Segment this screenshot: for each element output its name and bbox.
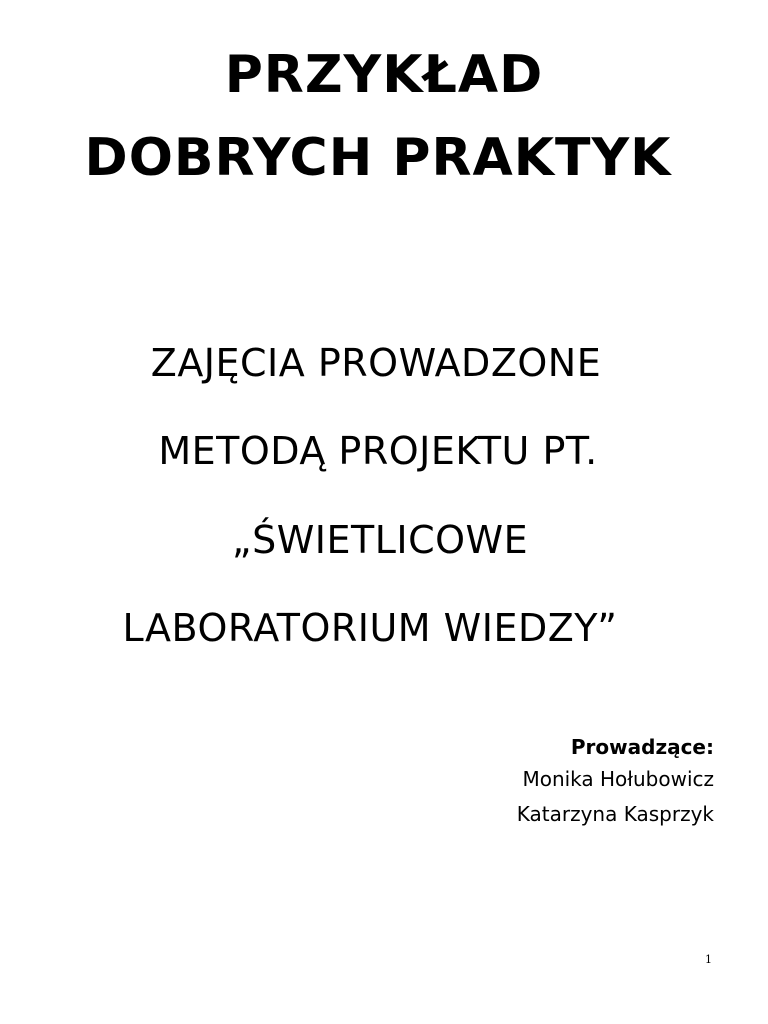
- title-line-1: PRZYKŁAD: [224, 45, 544, 105]
- subtitle-line-1: ZAJĘCIA PROWADZONE: [150, 341, 602, 385]
- subtitle-line-2: METODĄ PROJEKTU PT.: [158, 429, 598, 473]
- leaders-heading: Prowadzące:: [570, 735, 714, 759]
- subtitle-line-3: „ŚWIETLICOWE: [231, 518, 529, 562]
- page-number: 1: [705, 953, 712, 966]
- leader-name-2: Katarzyna Kasprzyk: [516, 802, 714, 826]
- subtitle-line-4: LABORATORIUM WIEDZY”: [122, 606, 618, 650]
- leader-name-1: Monika Hołubowicz: [522, 767, 714, 791]
- title-line-2: DOBRYCH PRAKTYK: [84, 128, 672, 188]
